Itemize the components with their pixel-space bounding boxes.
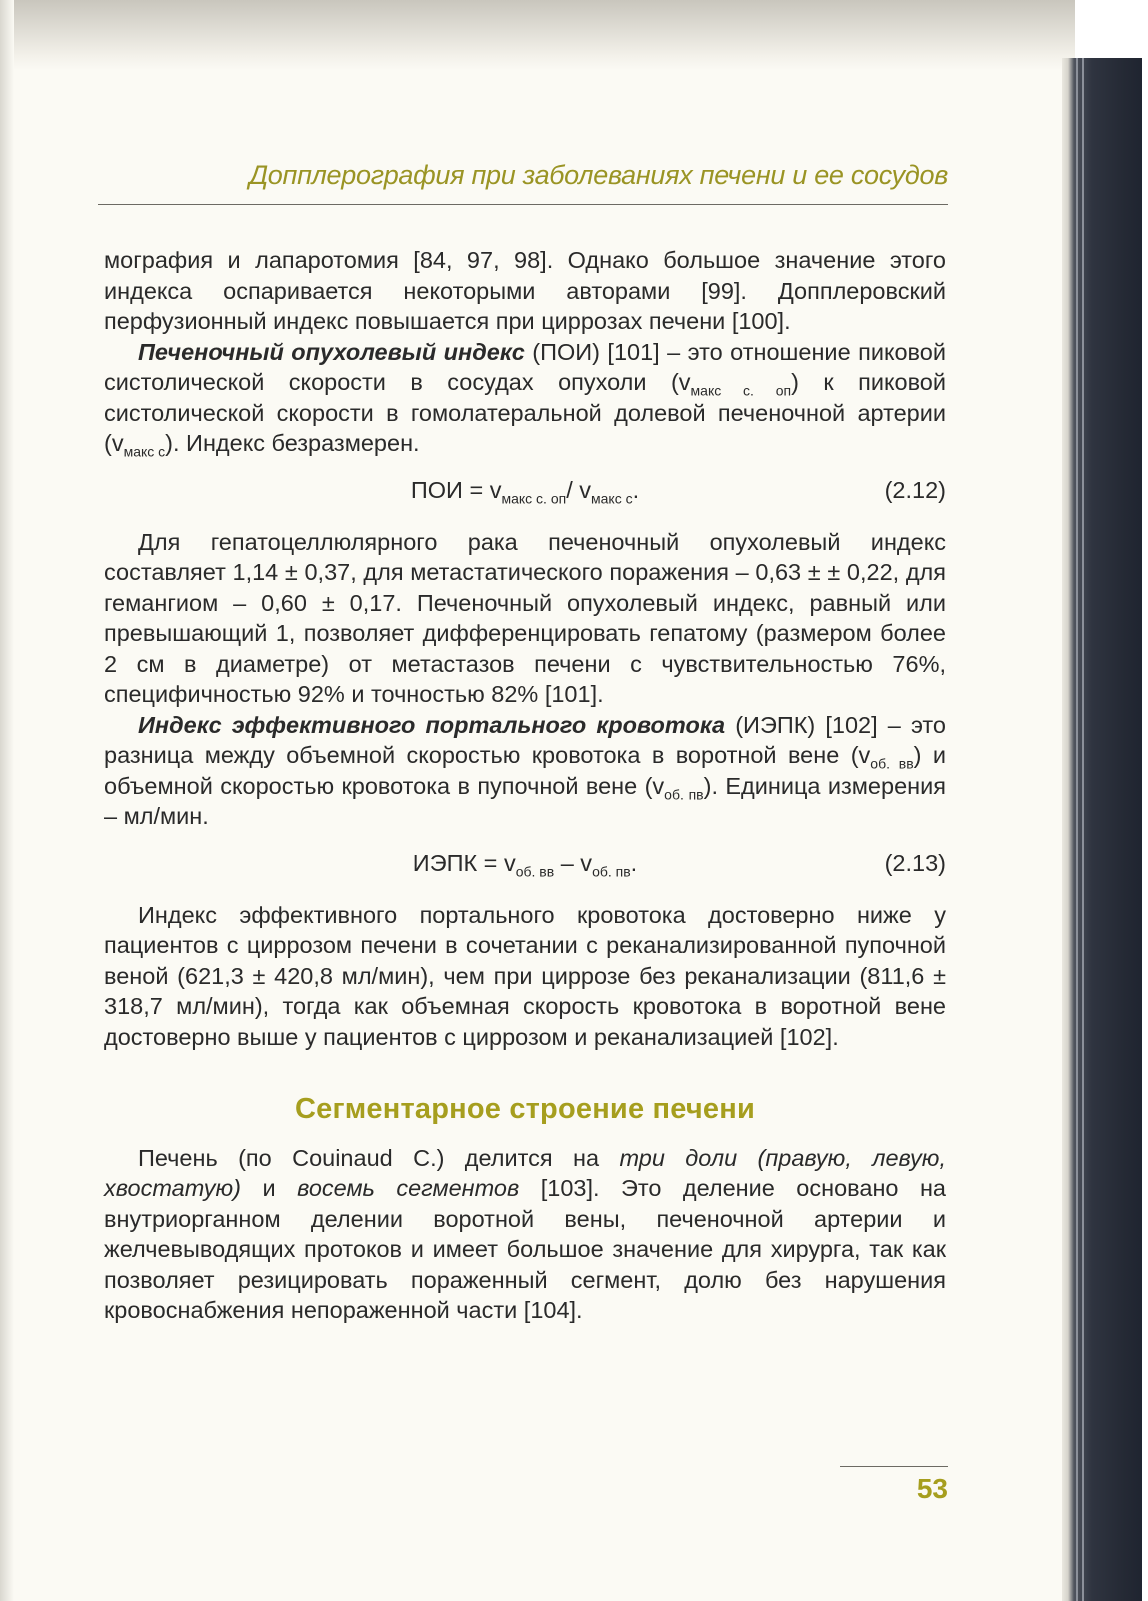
formula-minus: – v: [554, 849, 593, 876]
book-cover-edge: [1062, 58, 1142, 1601]
formula-lhs: ИЭПК = v: [412, 849, 516, 876]
page-edge-line: [1076, 58, 1078, 1601]
term-portal-index: Индекс эффективного портального кровотока: [138, 711, 726, 738]
page-left-shadow: [0, 0, 14, 1601]
paragraph-5: Индекс эффективного портального кровотока достоверно ниже у пациентов с циррозом печени в сочетании с реканализированной пупочной веной (621,3 ± 420,8 мл/мин), чем при циррозе без реканализации (811,6 ± 318,7 мл/мин), тогда как объемная скорость кровотока в воротной вене достоверно выше у пациентов с циррозом и реканализацией [102].: [104, 901, 946, 1050]
body-text: [104, 245, 946, 1326]
header-rule: [98, 204, 948, 205]
formula-divider: / v: [566, 476, 591, 503]
formula-expression: [104, 475, 946, 506]
subscript: макс с: [123, 443, 166, 460]
formula-expression: [104, 848, 946, 879]
term-tumor-index: Печеночный опухолевый индекс: [138, 338, 525, 365]
paragraph-portal-index: [104, 710, 946, 832]
subscript: макс с: [591, 490, 633, 507]
text-fragment: (ПОИ) [101] – это отношение пиковой систолической скорости в сосудах опухоли (v: [104, 338, 946, 395]
italic-lobes: три доли (правую, левую, хвостатую): [104, 1144, 946, 1201]
formula-2-12: [104, 475, 946, 505]
text-fragment: (ИЭПК) [102] – это разница между объемной скоростью кровотока в воротной вене (v: [104, 711, 946, 768]
paragraph-segments: [104, 1143, 946, 1326]
formula-number: (2.13): [884, 849, 946, 876]
formula-number: (2.12): [884, 476, 946, 503]
italic-segments: восемь сегментов: [297, 1175, 520, 1201]
subscript: об. пв: [664, 786, 704, 803]
text-fragment: ). Индекс безразмерен.: [165, 430, 420, 456]
formula-lhs: ПОИ = v: [410, 476, 502, 503]
subscript: об. пв: [592, 863, 631, 880]
text-fragment: [103]. Это деление основано на внутриорганном делении воротной вены, печеночной артерии и желчевыводящих протоков и имеет большое значение для хирурга, так как позволяет резицировать пораженный сегмент, долю без нарушения кровоснабжения непораженной части [104].: [104, 1175, 946, 1323]
page-edge-line: [1082, 58, 1084, 1601]
subscript: об. вв: [870, 755, 914, 772]
subscript: макс с. оп: [501, 490, 567, 507]
running-header: Допплерография при заболеваниях печени и ее сосудов: [249, 160, 948, 190]
paragraph-3: Для гепатоцеллюлярного рака печеночный опухолевый индекс составляет 1,14 ± 0,37, для метастатического поражения – 0,63 ± ± 0,22, для гемангиом – 0,60 ± 0,17. Печеночный опухолевый индекс, равный или превышающий 1, позволяет дифференцировать гепатому (размером более 2 см в диаметре) от метастазов печени с чувствительностью 76%, специфичностью 92% и точностью 82% [101].: [104, 528, 946, 707]
text-fragment: ) к пиковой систолической скорости в гомолатеральной долевой печеночной артерии (v: [104, 369, 946, 456]
section-heading: Сегментарное строение печени: [295, 1093, 755, 1125]
text-fragment: и: [241, 1175, 298, 1201]
page-top-shadow: [0, 0, 1075, 70]
paragraph-1: мография и лапаротомия [84, 97, 98]. Однако большое значение этого индекса оспаривается некоторыми авторами [99]. Допплеровский перфузионный индекс повышается при циррозах печени [100].: [104, 247, 946, 334]
subscript: макс с. оп: [690, 382, 792, 399]
text-fragment: ). Единица измерения – мл/мин.: [104, 772, 946, 829]
formula-end: .: [632, 476, 640, 503]
footer-rule: [840, 1466, 948, 1467]
text-fragment: Печень (по Couinaud C.) делится на: [138, 1144, 620, 1171]
formula-end: .: [630, 849, 638, 876]
formula-2-13: [104, 848, 946, 878]
subscript: об. вв: [515, 863, 555, 880]
page-number: 53: [916, 1473, 948, 1504]
text-fragment: ) и объемной скоростью кровотока в пупочной вене (v: [104, 742, 947, 799]
paragraph-tumor-index: [104, 337, 946, 459]
